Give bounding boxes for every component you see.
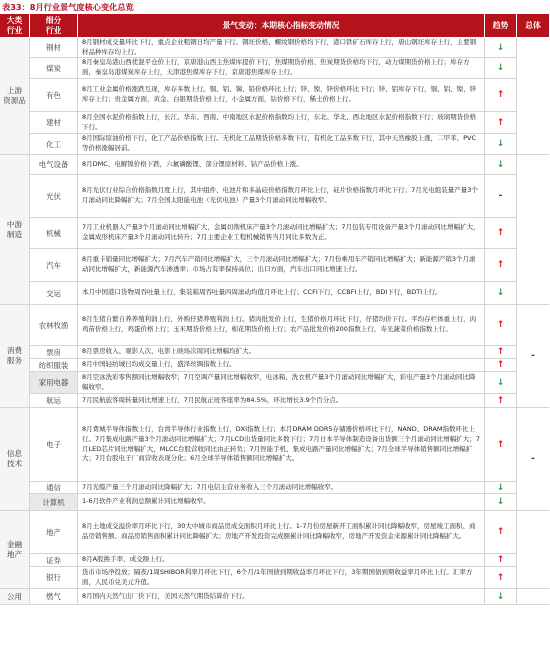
category-cell — [0, 38, 30, 155]
indicator-text-cell — [78, 38, 485, 58]
indicator-text-cell — [78, 218, 485, 249]
industry-cell — [30, 249, 78, 282]
industry-cell-text: 电气设备 — [38, 160, 69, 169]
indicator-text: 8月票房收入、观影人次、电影上映场次周同比增幅均扩大。 — [82, 347, 256, 356]
indicator-text-cell — [78, 79, 485, 112]
category-cell-text: 中游 制造 — [6, 219, 23, 239]
industry-cell-text: 有色 — [46, 90, 61, 100]
category-cell — [0, 511, 30, 589]
trend-down-arrow — [485, 155, 517, 175]
trend-up-arrow-text: ↑ — [496, 260, 505, 270]
indicator-text: 8月国际原油价格下行，化工产品价格指数上行。无机化工品期货价格多数下行，有机化工品多数下行，其中天然橡胶上涨，二甲苯、PVC等价格涨幅居前。 — [82, 134, 477, 152]
trend-up-arrow — [485, 112, 517, 134]
industry-cell — [30, 58, 78, 79]
industry-cell — [30, 408, 78, 482]
indicator-text-cell — [78, 554, 485, 567]
header-category-text: 大类 行业 — [6, 15, 23, 35]
header-industry-text: 细分 行业 — [45, 15, 62, 35]
industry-cell-text: 航运 — [46, 396, 61, 405]
indicator-text-cell — [78, 58, 485, 79]
overall-cell — [517, 589, 550, 605]
industry-cell-text: 建材 — [46, 118, 61, 127]
indicator-text: 8月空冰洗彩零售额同比增幅收窄；7月空调产量同比增幅收窄，电冰箱、洗衣机产量3个月滚动同比增幅扩大，彩电产量3个月滚动同比降幅收窄。 — [82, 372, 476, 391]
indicator-text: 本月中国港口货物周吞吐量上行，集装箱周吞吐量四周滚动均值月环比上行；CCFI下行，CCBFI上行，BDI下行，BDTI上行。 — [82, 288, 442, 297]
industry-cell-text: 纺织服装 — [38, 360, 69, 370]
trend-up-arrow — [485, 359, 517, 372]
indicator-text: 8月重卡销量同比增幅扩大；7月汽车产销同比增幅扩大，三个月滚动同比增幅扩大；7月份乘用车产销同比增幅扩大；新能源产销3个月滚动同比增幅扩大，新能源汽车渗透率；市场占有率保持高位；出口方面，汽车出口同比增速上行。 — [82, 255, 476, 273]
industry-cell — [30, 567, 78, 589]
trend-down-arrow — [485, 58, 517, 79]
industry-cell-text: 机械 — [46, 228, 61, 238]
indicator-text-cell — [78, 511, 485, 554]
indicator-text: 8月费城半导体指数上行，台湾半导体行业指数上行，DXI指数上行；本月DRAM DDR5存储器价格环比下行，NAND、DRAM指数环比上行。7月集成电路产量3个月滚动同比增幅扩大；7月LCD出货量同比多数下行；7月日本半导体制造设备出货额三个月滚动同比增幅扩大；7月LED芯片同比增幅扩大，MLCC台股营收同比由正转负；7月智能手机、集成电路产量同比增幅扩大；7月全球半导体销售额同比增幅扩大；7月台股电子厂商营收表现分化；6月全球半导体销售额同比增幅扩大。 — [82, 425, 480, 463]
indicator-text-cell — [78, 372, 485, 394]
indicator-text: 8月土地成交溢价率月环比下行，30大中城市商品房成交面积月环比上行。1-7月份房屋新开工面积累计同比降幅收窄，房屋竣工面积、商品房销售额、商品房销售面积累计同比降幅扩大；房地产开发投资完成额累计同比降幅收窄，房地产开发资金来源累计同比降幅扩大。 — [82, 522, 476, 540]
indicator-text: 8月全国水泥价格指数上行，长江、华东、西南、中南地区水泥价格指数均上行，东北、华北、西北地区水泥价格指数下行；玻璃期货价格下行。 — [82, 112, 477, 131]
trend-up-arrow — [485, 567, 517, 589]
overall-cell — [517, 305, 550, 408]
indicator-text: 8月生猪自繁自养养殖利润上行，外购仔猪养殖利润上行。猪肉批发价上行，生猪价格月环比下行，仔猪均价下行。平均存栏体重上行，肉鸡苗价格上行，鸡蛋价格上行；玉米期货价格上行，棉花期货价格上行；农产品批发价格200指数上行，寿光蔬菜价格指数上行。 — [82, 315, 477, 333]
industry-cell — [30, 372, 78, 394]
industry-cell-text: 煤炭 — [46, 63, 61, 73]
trend-down-arrow-text: ↓ — [496, 288, 505, 298]
indicator-text: 7月光缆产量三个月滚动同比降幅扩大；7月电信主营业务收入三个月滚动同比增幅收窄。 — [82, 482, 338, 491]
trend-up-arrow — [485, 511, 517, 554]
indicator-text: 7月民航旅客周转量同比增速上行，7月民航正班客座率为84.5%，环比增长3.9个百分点。 — [82, 395, 343, 404]
trend-up-arrow-text: ↑ — [496, 572, 505, 583]
header-trend-text: 趋势 — [492, 20, 509, 30]
indicator-text: 8月中国轻纺城日均成交量上行，盛泽丝绸指数上行。 — [82, 360, 236, 369]
indicator-text: 1-6月软件产业利润总额累计同比增幅收窄。 — [82, 497, 210, 506]
industry-cell-text: 银行 — [46, 573, 61, 582]
indicator-text-cell — [78, 346, 485, 359]
indicator-text-cell — [78, 249, 485, 282]
trend-down-arrow-text: ↓ — [496, 497, 505, 507]
industry-cell — [30, 155, 78, 175]
category-cell-text: 信息 技术 — [6, 449, 23, 468]
industry-cell-text: 地产 — [46, 527, 61, 537]
category-cell-text: 消费 服务 — [6, 346, 23, 365]
trend-down-arrow-text: ↓ — [496, 42, 505, 53]
category-cell — [0, 408, 30, 511]
industry-cell — [30, 359, 78, 372]
indicator-text-cell — [78, 112, 485, 134]
indicator-text: 8月工业金属价格涨跌互现，库存多数上行。铜、铝、锡、铅价格环比上行；锌、镍、锌价格环比下行；锌、铝库存下行，铜、铝、镍、锌库存上行；贵金属方面，黄金、白银期货价格上行，小金属方面，钴价格下行，稀土价格上行。 — [82, 85, 477, 103]
trend-up-arrow-text: ↑ — [496, 360, 505, 370]
indicator-text: 8月光伏行业综合价格指数月度上行，其中组件、电池片和多晶硅价格指数月环比上行，硅片价格指数月环比下行；7月光电组装量产量3个月滚动同比降幅扩大；7月全国太阳能电池（光伏电池）产量3个月滚动同比增幅收窄。 — [82, 186, 478, 204]
industry-cell-text: 光伏 — [46, 191, 61, 201]
trend-down-arrow — [485, 482, 517, 494]
trend-up-arrow-text: ↑ — [496, 228, 505, 238]
trend-down-arrow — [485, 372, 517, 394]
industry-cell — [30, 175, 78, 218]
industry-cell — [30, 394, 78, 408]
industry-cell-text: 通信 — [46, 483, 61, 492]
indicator-text: 8月秦皇岛港山西优混平仓价上行，京唐港山西主焦煤库提价下行，焦煤期货价格、焦炭期货价格均下行，动力煤期货价格上行；库存方面，秦皇岛港煤炭库存上行，天津港焦煤库存下行，京唐港焦煤库存上行。 — [82, 58, 470, 76]
trend-down-arrow-text: ↓ — [496, 63, 505, 73]
category-cell-text: 公用 — [6, 591, 23, 601]
indicator-text-cell — [78, 408, 485, 482]
industry-cell-text: 电子 — [46, 440, 61, 449]
industry-cell — [30, 112, 78, 134]
header-content — [78, 14, 485, 38]
indicator-text-cell — [78, 494, 485, 511]
indicator-text-cell — [78, 134, 485, 155]
trend-up-arrow — [485, 346, 517, 359]
industry-cell-text: 燃气 — [46, 592, 61, 601]
industry-cell — [30, 554, 78, 567]
trend-up-arrow-text: ↑ — [496, 395, 505, 406]
industry-cell — [30, 482, 78, 494]
trend-up-arrow-text: ↑ — [496, 527, 505, 537]
overall-cell-text: - — [531, 454, 535, 464]
trend-down-arrow-text: ↓ — [496, 591, 505, 602]
trend-up-arrow-text: ↑ — [496, 347, 505, 357]
industry-sentiment-table — [0, 14, 550, 659]
trend-up-arrow-text: ↑ — [496, 439, 505, 450]
indicator-text: 8月DMC、电解镍价格下跌，六氟磷酸锂、部分锂原材料、钴产品价格上涨。 — [82, 159, 303, 168]
indicator-text-cell — [78, 175, 485, 218]
industry-cell — [30, 494, 78, 511]
industry-cell — [30, 282, 78, 305]
trend-up-arrow-text: ↑ — [496, 90, 505, 100]
header-overall — [517, 14, 550, 38]
overall-cell — [517, 511, 550, 589]
industry-cell — [30, 79, 78, 112]
trend-down-arrow-text: ↓ — [496, 482, 505, 493]
trend-flat-dash-text: - — [498, 191, 503, 201]
industry-cell — [30, 305, 78, 346]
industry-cell — [30, 346, 78, 359]
header-category — [0, 14, 30, 38]
page-title: 表33：8月行业景气度核心变化总览 — [2, 2, 134, 12]
header-content-text: 景气变动：本期核心指标变动情况 — [222, 20, 340, 30]
industry-cell-text: 证券 — [46, 555, 61, 565]
trend-down-arrow — [485, 589, 517, 605]
trend-up-arrow — [485, 249, 517, 282]
indicator-text-cell — [78, 394, 485, 408]
category-cell — [0, 155, 30, 305]
industry-cell-text: 农林牧渔 — [38, 320, 69, 330]
trend-down-arrow — [485, 494, 517, 511]
indicator-text: 7月工业机器人产量3个月滚动同比增幅扩大，金属切削机床产量3个月滚动同比增幅扩大；7月包装专用设备产量3个月滚动同比增幅扩大，金属成形机床产量3个月滚动同比转升；7月主要企业工程机械销售当月同比多数为正。 — [82, 223, 480, 241]
trend-down-arrow-text: ↓ — [496, 159, 505, 170]
category-cell-text: 金融 地产 — [6, 539, 23, 559]
industry-cell-text: 交运 — [46, 288, 61, 298]
indicator-text-cell — [78, 482, 485, 494]
overall-cell — [517, 408, 550, 511]
indicator-text-cell — [78, 589, 485, 605]
header-trend — [485, 14, 517, 38]
industry-cell — [30, 511, 78, 554]
industry-cell-text: 票房 — [46, 347, 61, 357]
trend-down-arrow-text: ↓ — [496, 377, 505, 388]
trend-up-arrow — [485, 79, 517, 112]
indicator-text-cell — [78, 282, 485, 305]
trend-down-arrow — [485, 134, 517, 155]
industry-cell — [30, 589, 78, 605]
trend-down-arrow — [485, 282, 517, 305]
overall-cell-text: - — [531, 351, 535, 361]
header-industry — [30, 14, 78, 38]
trend-up-arrow — [485, 218, 517, 249]
trend-flat-dash — [485, 175, 517, 218]
industry-cell — [30, 38, 78, 58]
indicator-text: 8月A股换手率、成交额上行。 — [82, 555, 169, 564]
industry-cell — [30, 218, 78, 249]
industry-cell-text: 汽车 — [46, 260, 61, 270]
trend-up-arrow — [485, 305, 517, 346]
trend-up-arrow — [485, 408, 517, 482]
industry-cell-text: 家用电器 — [38, 378, 69, 387]
indicator-text-cell — [78, 567, 485, 589]
industry-cell-text: 化工 — [46, 139, 61, 149]
indicator-text: 8月钢材成交量环比下行，重点企业粗钢日均产量下行。钢坯价格、螺纹钢价格均下行，港口铁矿石库存上行，唐山钢坯库存上行，主要钢材品种库存均上行。 — [82, 38, 477, 56]
indicator-text: 货币市场净投放；隔夜/1周SHIBOR利率月环比下行，6个月/1年国债到期收益率月环比下行，3年期国债到期收益率月环比上行。汇率方面，人民币兑美元升值。 — [82, 567, 473, 586]
trend-up-arrow — [485, 554, 517, 567]
overall-cell — [517, 38, 550, 155]
indicator-text-cell — [78, 305, 485, 346]
category-cell-text: 上游 资源品 — [3, 86, 26, 105]
indicator-text-cell — [78, 359, 485, 372]
trend-up-arrow-text: ↑ — [496, 117, 505, 128]
category-cell — [0, 589, 30, 605]
trend-up-arrow-text: ↑ — [496, 555, 505, 565]
trend-down-arrow-text: ↓ — [496, 139, 505, 149]
overall-cell — [517, 155, 550, 305]
trend-up-arrow — [485, 394, 517, 408]
indicator-text: 8月国内天然气出厂价下行，美国天然气期货结算价下行。 — [82, 591, 249, 600]
indicator-text-cell — [78, 155, 485, 175]
trend-down-arrow — [485, 38, 517, 58]
industry-cell-text: 钢材 — [46, 43, 61, 52]
industry-cell-text: 计算机 — [42, 497, 65, 507]
trend-up-arrow-text: ↑ — [496, 320, 505, 330]
industry-cell — [30, 134, 78, 155]
header-overall-text: 总体 — [525, 20, 541, 30]
category-cell — [0, 305, 30, 408]
